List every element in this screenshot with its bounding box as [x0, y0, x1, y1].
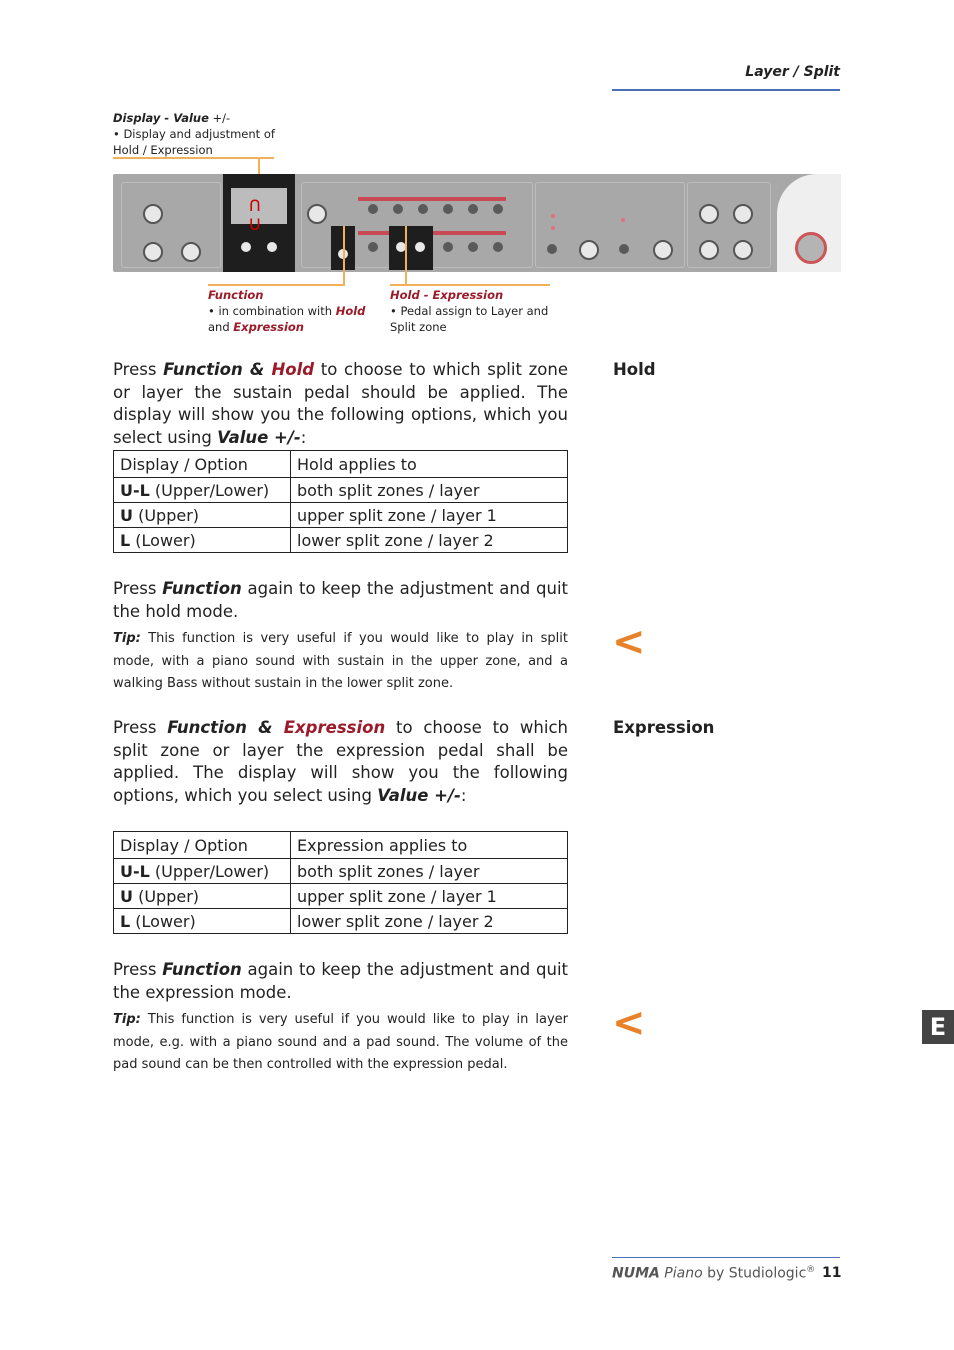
hold-intro-hold: Hold: [271, 360, 315, 379]
knob-icon: [733, 204, 753, 224]
hold-options-table: [113, 450, 568, 553]
table-header-row: [114, 451, 568, 478]
button-icon: [443, 204, 453, 214]
callout-hold-expression-line1: • Pedal assign to Layer and: [390, 304, 549, 318]
button-icon: [393, 204, 403, 214]
expression-intro-text: Press: [113, 718, 168, 737]
expression-after-paragraph: [113, 959, 568, 1004]
button-icon: [468, 242, 478, 252]
tip-label: Tip:: [113, 1012, 141, 1027]
option-desc: (Upper/Lower): [149, 480, 270, 500]
table-header-cell: Hold applies to: [291, 451, 568, 478]
callout-function-line1: • in combination with: [208, 304, 336, 318]
table-row: [114, 528, 568, 553]
led-icon: [551, 214, 555, 218]
callout-hold-expression-line2: Split zone: [390, 320, 447, 334]
tip-text: This function is very useful if you would like to play in layer mode, e.g. with a piano sound and a pad sound. The volume of the pad sound can be then controlled with the expression pedal.: [113, 1012, 568, 1072]
option-code: U-L: [120, 480, 150, 500]
table-row: [114, 909, 568, 934]
expression-intro-expression: Expression: [283, 718, 386, 737]
hold-after-text: Press: [113, 579, 163, 598]
table-cell-option: [114, 859, 291, 884]
knob-icon: [579, 240, 599, 260]
button-icon: [493, 242, 503, 252]
value-plus-button-icon: [267, 242, 277, 252]
button-icon: [368, 242, 378, 252]
button-icon: [547, 244, 557, 254]
option-code: L: [120, 911, 131, 931]
hold-intro-text: Press: [113, 360, 164, 379]
panel-section-midi: [121, 182, 221, 268]
expression-tip: [113, 1009, 568, 1077]
option-desc: (Upper/Lower): [149, 861, 270, 881]
option-code: U: [120, 505, 133, 525]
hold-after-text: again to keep the adjustment and quit the hold mode.: [113, 579, 569, 621]
table-cell-applies: lower split zone / layer 2: [291, 909, 568, 934]
table-cell-option: [114, 884, 291, 909]
page-number: 11: [822, 1265, 842, 1281]
callout-display-value: [113, 110, 275, 158]
table-row: [114, 503, 568, 528]
callout-function-line2: and: [208, 320, 234, 334]
table-cell-applies: upper split zone / layer 1: [291, 503, 568, 528]
footer-brand: [612, 1265, 815, 1282]
expression-options-table: [113, 831, 568, 934]
callout-hold-expression-title: Hold - Expression: [390, 288, 504, 302]
callout-hold-expression: [390, 287, 548, 335]
table-row: [114, 478, 568, 503]
callout-function-title: Function: [208, 288, 264, 302]
button-icon: [418, 204, 428, 214]
callout-display-value-line1: • Display and adjustment of: [113, 127, 275, 141]
footer-registered: ®: [806, 1265, 816, 1275]
knob-icon: [143, 242, 163, 262]
table-header-cell: Display / Option: [114, 832, 291, 859]
footer-brand-rest: by Studiologic: [702, 1265, 807, 1282]
knob-icon: [653, 240, 673, 260]
option-desc: (Lower): [130, 530, 196, 550]
hold-after-function: Function: [162, 579, 242, 598]
expression-button-icon: [415, 242, 425, 252]
section-title: Layer / Split: [745, 64, 840, 80]
language-tab: E: [922, 1010, 954, 1044]
option-code: L: [120, 530, 131, 550]
expression-after-function: Function: [162, 960, 242, 979]
hold-tip: [113, 628, 568, 696]
table-cell-option: [114, 503, 291, 528]
option-desc: (Lower): [130, 911, 196, 931]
table-cell-applies: upper split zone / layer 1: [291, 884, 568, 909]
expression-after-text: Press: [113, 960, 163, 979]
knob-icon: [699, 204, 719, 224]
table-cell-applies: both split zones / layer: [291, 859, 568, 884]
table-row: [114, 859, 568, 884]
sound-bank-strip: [358, 197, 506, 201]
tip-arrow-icon: <: [612, 619, 646, 665]
table-header-row: [114, 832, 568, 859]
knob-icon: [307, 204, 327, 224]
led-icon: [551, 226, 555, 230]
callout-function: [208, 287, 365, 335]
knob-icon: [699, 240, 719, 260]
tip-label: Tip:: [113, 631, 141, 646]
control-panel-image: [113, 174, 841, 272]
callout-display-value-title: Display - Value: [113, 111, 209, 125]
table-cell-option: [114, 478, 291, 503]
lcd-screen: [231, 188, 287, 234]
option-code: U-L: [120, 861, 150, 881]
knob-icon: [143, 204, 163, 224]
table-cell-option: [114, 909, 291, 934]
callout-line-function: [208, 284, 345, 286]
header-rule: [612, 89, 840, 91]
hold-after-paragraph: [113, 578, 568, 623]
power-button-icon: [795, 232, 827, 264]
panel-display: [223, 174, 295, 272]
option-desc: (Upper): [133, 505, 200, 525]
callout-connector-hold-expression: [405, 226, 407, 286]
expression-heading: Expression: [613, 718, 715, 737]
option-desc: (Upper): [133, 886, 200, 906]
callout-line-display: [113, 157, 274, 159]
button-icon: [619, 244, 629, 254]
hold-intro-text: :: [300, 427, 307, 447]
hold-intro-paragraph: [113, 359, 568, 449]
expression-after-text: again to keep the adjustment and quit the expression mode.: [113, 960, 569, 1002]
callout-display-value-suffix: +/-: [208, 111, 231, 125]
expression-intro-function: Function &: [167, 718, 284, 737]
callout-connector-function: [343, 226, 345, 286]
callout-function-hold: Hold: [335, 304, 366, 318]
callout-function-expression: Expression: [233, 320, 304, 334]
expression-intro-paragraph: [113, 717, 568, 807]
tip-text: This function is very useful if you would like to play in split mode, with a piano sound with sustain in the upper zone, and a walking Bass without sustain in the lower split zone.: [113, 631, 568, 691]
option-code: U: [120, 886, 133, 906]
expression-intro-text: :: [460, 785, 467, 805]
value-minus-button-icon: [241, 242, 251, 252]
hold-heading: Hold: [613, 360, 656, 379]
led-icon: [621, 218, 625, 222]
table-cell-option: [114, 528, 291, 553]
callout-display-value-line2: Hold / Expression: [113, 143, 213, 157]
tip-arrow-icon: <: [612, 1000, 646, 1046]
button-icon: [468, 204, 478, 214]
lcd-digits: ᑎ ᑌ: [249, 196, 263, 234]
footer-brand-bold: NUMA: [612, 1265, 660, 1282]
hold-intro-function: Function &: [163, 360, 272, 379]
hold-intro-text: to choose to which split zone or layer the sustain pedal should be applied. The display will show you the following options, which you select using: [113, 360, 568, 447]
callout-line-hold-expression: [390, 284, 550, 286]
footer-rule: [612, 1257, 840, 1258]
footer-brand-italic: Piano: [659, 1265, 703, 1282]
table-cell-applies: both split zones / layer: [291, 478, 568, 503]
hold-intro-value: Value +/-: [217, 427, 301, 447]
table-cell-applies: lower split zone / layer 2: [291, 528, 568, 553]
button-icon: [443, 242, 453, 252]
button-icon: [368, 204, 378, 214]
button-icon: [493, 204, 503, 214]
table-row: [114, 884, 568, 909]
table-header-cell: Display / Option: [114, 451, 291, 478]
knob-icon: [181, 242, 201, 262]
expression-intro-text: to choose to which split zone or layer the expression pedal shall be applied. The display will show you the following options, which you select using: [113, 718, 568, 805]
table-header-cell: Expression applies to: [291, 832, 568, 859]
knob-icon: [733, 240, 753, 260]
expression-intro-value: Value +/-: [377, 785, 461, 805]
